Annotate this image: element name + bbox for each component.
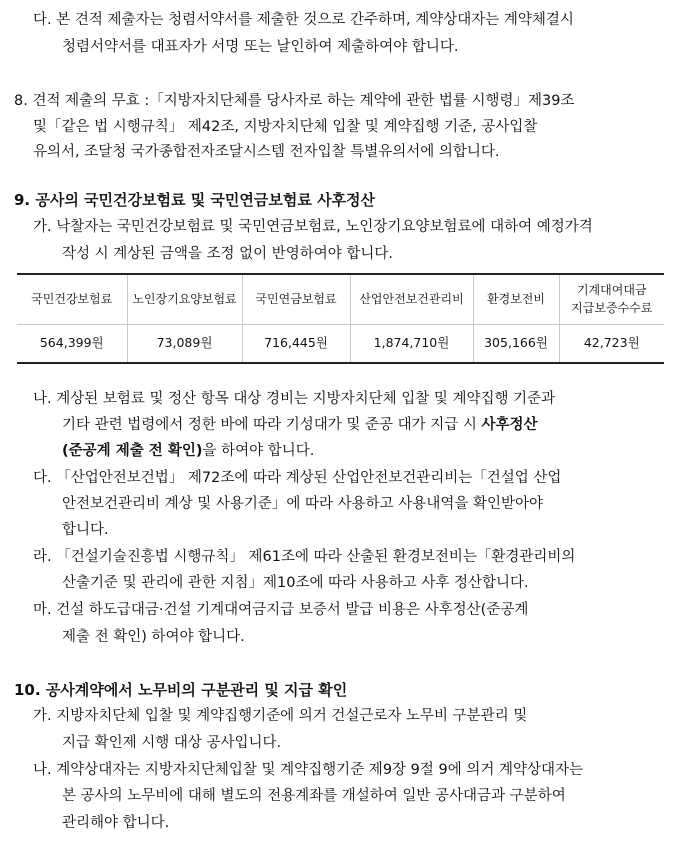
table-row [17, 324, 664, 363]
section-10-item-na-line-2: 본 공사의 노무비에 대해 별도의 전용계좌를 개설하여 일반 공사대금과 구분하여 [62, 788, 566, 804]
header-environment-cost: 환경보전비 [473, 274, 559, 324]
header-national-pension: 국민연금보험료 [242, 274, 350, 324]
section-10-heading: 10. 공사계약에서 노무비의 구분관리 및 지급 확인 [14, 681, 348, 699]
insurance-cost-table [17, 273, 664, 364]
section-9-heading: 9. 공사의 국민건강보험료 및 국민연금보험료 사후정산 [14, 191, 376, 209]
section-10-item-ga-line-2: 지급 확인제 시행 대상 공사입니다. [62, 735, 282, 751]
item-da-line-1: 다. 본 견적 제출자는 청렴서약서를 제출한 것으로 간주하며, 계약상대자는 계약체결시 [33, 12, 574, 28]
value-long-term-care: 73,089원 [127, 324, 242, 363]
section-9-item-da-line-2: 안전보건관리비 계상 및 사용기준」에 따라 사용하고 사용내역을 확인받아야 [62, 496, 543, 512]
section-9-item-na-line-1: 나. 계상된 보험료 및 정산 항목 대상 경비는 지방자치단체 입찰 및 계약집행 기준과 [33, 391, 556, 407]
section-9-item-na-line-3-text: 을 하여야 합니다. [202, 443, 315, 459]
value-environment-cost: 305,166원 [473, 324, 559, 363]
header-health-insurance: 국민건강보험료 [17, 274, 127, 324]
section-9-item-da-line-3: 합니다. [62, 522, 109, 538]
post-settlement-emphasis: 사후정산 [481, 417, 538, 433]
section-9-item-ra-line-1: 라. 「건설기술진흥법 시행규칙」 제61조에 따라 산출된 환경보전비는「환경관리비의 [33, 549, 576, 565]
section-9-item-ga-line-1: 가. 낙찰자는 국민건강보험료 및 국민연금보험료, 노인장기요양보험료에 대하여 예정가격 [33, 219, 593, 235]
value-safety-health-cost: 1,874,710원 [350, 324, 473, 363]
section-8-line-1: 8. 견적 제출의 무효 :「지방자치단체를 당사자로 하는 계약에 관한 법률 시행령」제39조 [14, 93, 575, 109]
completion-check-emphasis: (준공계 제출 전 확인) [62, 443, 203, 459]
section-8-line-3: 유의서, 조달청 국가종합전자조달시스템 전자입찰 특별유의서에 의합니다. [33, 144, 500, 160]
section-10-item-ga-line-1: 가. 지방자치단체 입찰 및 계약집행기준에 의거 건설근로자 노무비 구분관리 및 [33, 708, 528, 724]
header-safety-health-cost: 산업안전보건관리비 [350, 274, 473, 324]
section-9-item-na-line-2 [62, 415, 538, 435]
table-header-row [17, 274, 664, 324]
item-da-line-2: 청렴서약서를 대표자가 서명 또는 날인하여 제출하여야 합니다. [62, 39, 459, 55]
header-equipment-guarantee-fee-line-1: 기계대여대금 [576, 283, 647, 298]
header-equipment-guarantee-fee-line-2: 지급보증수수료 [571, 301, 653, 316]
section-9-item-na-line-3 [62, 441, 314, 461]
header-long-term-care: 노인장기요양보험료 [127, 274, 242, 324]
section-9-item-da-line-1: 다. 「산업안전보건법」 제72조에 따라 계상된 산업안전보건관리비는「건설업 산업 [33, 470, 562, 486]
value-equipment-guarantee-fee: 42,723원 [559, 324, 664, 363]
section-10-item-na-line-3: 관리해야 합니다. [62, 815, 170, 831]
section-9-item-ra-line-2: 산출기준 및 관리에 관한 지침」제10조에 따라 사용하고 사후 정산합니다. [62, 575, 529, 591]
section-9-item-na-line-2-text: 기타 관련 법령에서 정한 바에 따라 기성대가 및 준공 대가 지급 시 [62, 417, 482, 433]
section-8-line-2: 및「같은 법 시행규칙」 제42조, 지방자치단체 입찰 및 계약집행 기준, 공사입찰 [33, 119, 538, 135]
section-9-item-ma-line-2: 제출 전 확인) 하여야 합니다. [62, 629, 245, 645]
section-9-item-ga-line-2: 작성 시 계상된 금액을 조정 없이 반영하여야 합니다. [62, 246, 394, 262]
section-10-item-na-line-1: 나. 계약상대자는 지방자치단체입찰 및 계약집행기준 제9장 9절 9에 의거 계약상대자는 [33, 762, 584, 778]
value-health-insurance: 564,399원 [17, 324, 127, 363]
value-national-pension: 716,445원 [242, 324, 350, 363]
section-9-item-ma-line-1: 마. 건설 하도급대금·건설 기계대여금지급 보증서 발급 비용은 사후정산(준공계 [33, 602, 529, 618]
header-equipment-guarantee-fee [559, 274, 664, 324]
